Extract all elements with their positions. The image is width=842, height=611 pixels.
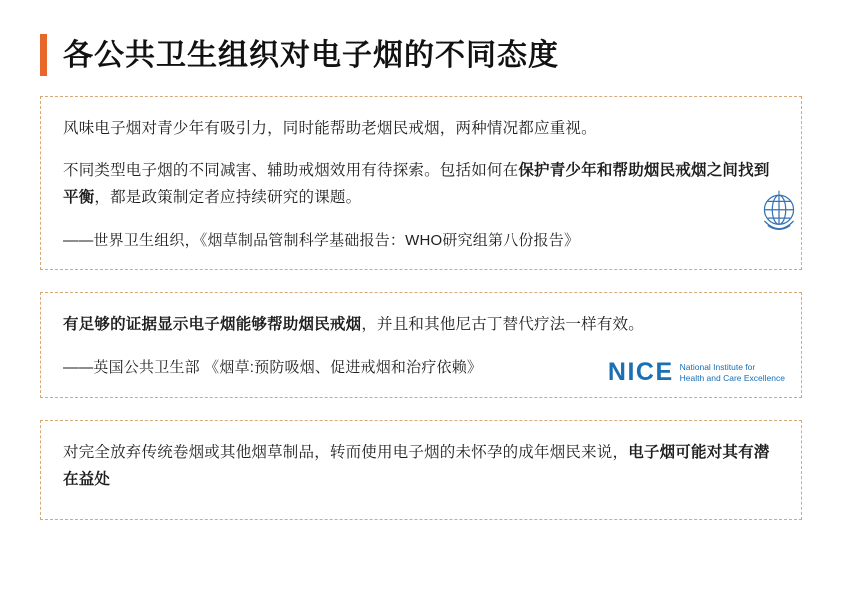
- quote-text: 风味电子烟对青少年有吸引力，同时能帮助老烟民戒烟，两种情况都应重视。: [63, 120, 597, 137]
- quote-text: 不同类型电子烟的不同减害、辅助戒烟效用有待探索。包括如何在: [63, 162, 519, 180]
- nice-subtitle-line2: Health and Care Excellence: [679, 372, 785, 383]
- quote-text-bold: 电子烟可能对其有潜在益处: [63, 444, 770, 489]
- quote-text: ，并且和其他尼古丁替代疗法一样有效。: [361, 315, 644, 333]
- quote-card-third: [40, 420, 802, 520]
- nice-subtitle: [680, 362, 785, 383]
- quote-paragraph: [63, 115, 779, 142]
- nice-wordmark: NICE: [607, 358, 674, 386]
- quote-card-who: [40, 96, 802, 270]
- quote-source: ——英国公共卫生部 《烟草:预防吸烟、促进戒烟和治疗依赖》: [63, 358, 483, 376]
- quote-text-bold: 有足够的证据显示电子烟能够帮助烟民戒烟: [63, 315, 362, 333]
- quote-paragraph: [63, 311, 779, 338]
- quote-text: ，都是政策制定者应持续研究的课题。: [94, 189, 362, 207]
- nice-subtitle-line1: National Institute for: [679, 361, 756, 372]
- page-title: 各公共卫生组织对电子烟的不同态度: [63, 38, 559, 72]
- who-emblem-logo: [751, 183, 807, 241]
- quote-text-bold: 保护青少年和帮助烟民戒烟之间找到平衡: [63, 162, 770, 207]
- nice-logo: [608, 358, 785, 387]
- quote-paragraph: [63, 157, 779, 211]
- quote-text: 对完全放弃传统卷烟或其他烟草制品，转而使用电子烟的未怀孕的成年烟民来说，: [63, 444, 629, 461]
- page-title-row: [26, 0, 816, 96]
- title-accent-bar: [40, 34, 47, 76]
- quote-source: ——世界卫生组织，《烟草制品管制科学基础报告：WHO研究组第八份报告》: [63, 232, 580, 250]
- quote-paragraph: [63, 439, 779, 493]
- quote-card-phe: [40, 292, 802, 398]
